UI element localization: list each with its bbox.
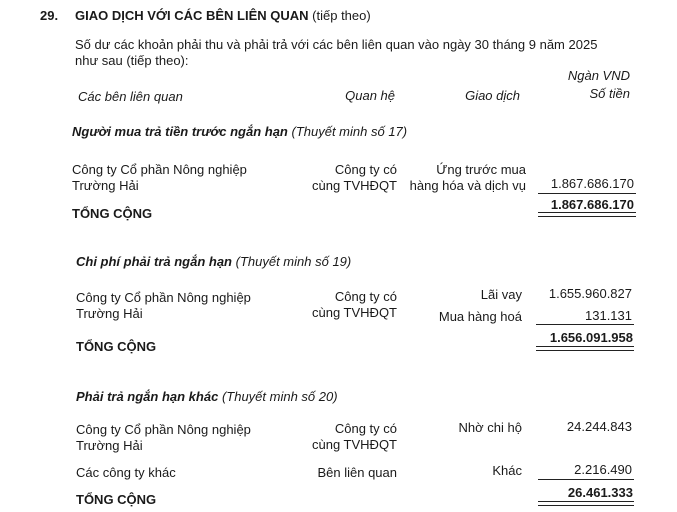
column-header-transaction: Giao dịch xyxy=(465,88,520,103)
column-header-relation: Quan hệ xyxy=(345,88,395,103)
row-party-line-1: Công ty Cổ phần Nông nghiệp xyxy=(76,422,251,437)
section-title-text: GIAO DỊCH VỚI CÁC BÊN LIÊN QUAN xyxy=(75,8,309,23)
row-transaction-line-1: Lãi vay xyxy=(480,287,522,302)
row-party-line-1: Công ty Cổ phần Nông nghiệp xyxy=(72,162,247,177)
row-relation-line-2: cùng TVHĐQT xyxy=(311,305,397,320)
row-relation: Bên liên quan xyxy=(317,465,397,480)
unit-label: Ngàn VND xyxy=(567,68,630,83)
row-transaction-line-1: Ứng trước mua xyxy=(436,162,526,177)
row-party-line-2: Trường Hải xyxy=(72,178,139,193)
row-transaction: Khác xyxy=(492,463,522,478)
total-amount: 1.656.091.958 xyxy=(549,330,633,345)
total-label: TỔNG CỘNG xyxy=(76,339,157,354)
group-note: (Thuyết minh số 20) xyxy=(221,389,338,404)
section-title xyxy=(75,8,371,24)
row-party-line-1: Công ty Cổ phần Nông nghiệp xyxy=(76,290,251,305)
total-double-rule xyxy=(538,212,636,217)
group-title-text: Người mua trả tiền trước ngắn hạn xyxy=(72,124,288,139)
row-relation-line-1: Công ty có xyxy=(334,421,397,436)
total-label: TỔNG CỘNG xyxy=(72,206,153,221)
row-amount-2: 131.131 xyxy=(585,308,632,323)
column-header-amount: Số tiền xyxy=(589,86,630,101)
subtotal-rule xyxy=(538,193,636,194)
row-relation-line-2: cùng TVHĐQT xyxy=(311,437,397,452)
row-transaction-line-2: hàng hóa và dịch vụ xyxy=(409,178,526,193)
row-party-line-2: Trường Hải xyxy=(76,306,143,321)
subtotal-rule xyxy=(536,324,634,325)
row-relation-line-1: Công ty có xyxy=(334,289,397,304)
total-label: TỔNG CỘNG xyxy=(76,492,157,507)
row-amount: 1.867.686.170 xyxy=(550,176,634,191)
subtotal-rule xyxy=(538,479,634,480)
intro-line-2: như sau (tiếp theo): xyxy=(75,53,189,68)
group-title-accrued-expenses xyxy=(76,254,351,270)
section-title-suffix: (tiếp theo) xyxy=(312,8,371,23)
group-note: (Thuyết minh số 19) xyxy=(235,254,352,269)
group-title-customer-advances xyxy=(72,124,407,140)
total-double-rule xyxy=(538,501,634,506)
total-double-rule xyxy=(536,346,634,351)
row-relation-line-1: Công ty có xyxy=(334,162,397,177)
row-transaction: Nhờ chi hộ xyxy=(458,420,522,435)
row-relation-line-2: cùng TVHĐQT xyxy=(311,178,397,193)
group-title-text: Phải trả ngắn hạn khác xyxy=(76,389,219,404)
row-amount: 24.244.843 xyxy=(566,419,632,434)
group-title-other-payables xyxy=(76,389,338,405)
total-amount: 1.867.686.170 xyxy=(550,197,634,212)
row-amount: 2.216.490 xyxy=(574,462,632,477)
row-amount-1: 1.655.960.827 xyxy=(548,286,632,301)
intro-line-1: Số dư các khoản phải thu và phải trả với các bên liên quan vào ngày 30 tháng 9 năm 2025 xyxy=(75,37,598,52)
section-number: 29. xyxy=(40,8,59,23)
row-party-line-2: Trường Hải xyxy=(76,438,143,453)
column-header-party: Các bên liên quan xyxy=(78,89,183,104)
row-transaction-line-2: Mua hàng hoá xyxy=(438,309,522,324)
group-note: (Thuyết minh số 17) xyxy=(291,124,408,139)
row-party: Các công ty khác xyxy=(76,465,176,480)
total-amount: 26.461.333 xyxy=(567,485,633,500)
group-title-text: Chi phí phải trả ngắn hạn xyxy=(76,254,232,269)
